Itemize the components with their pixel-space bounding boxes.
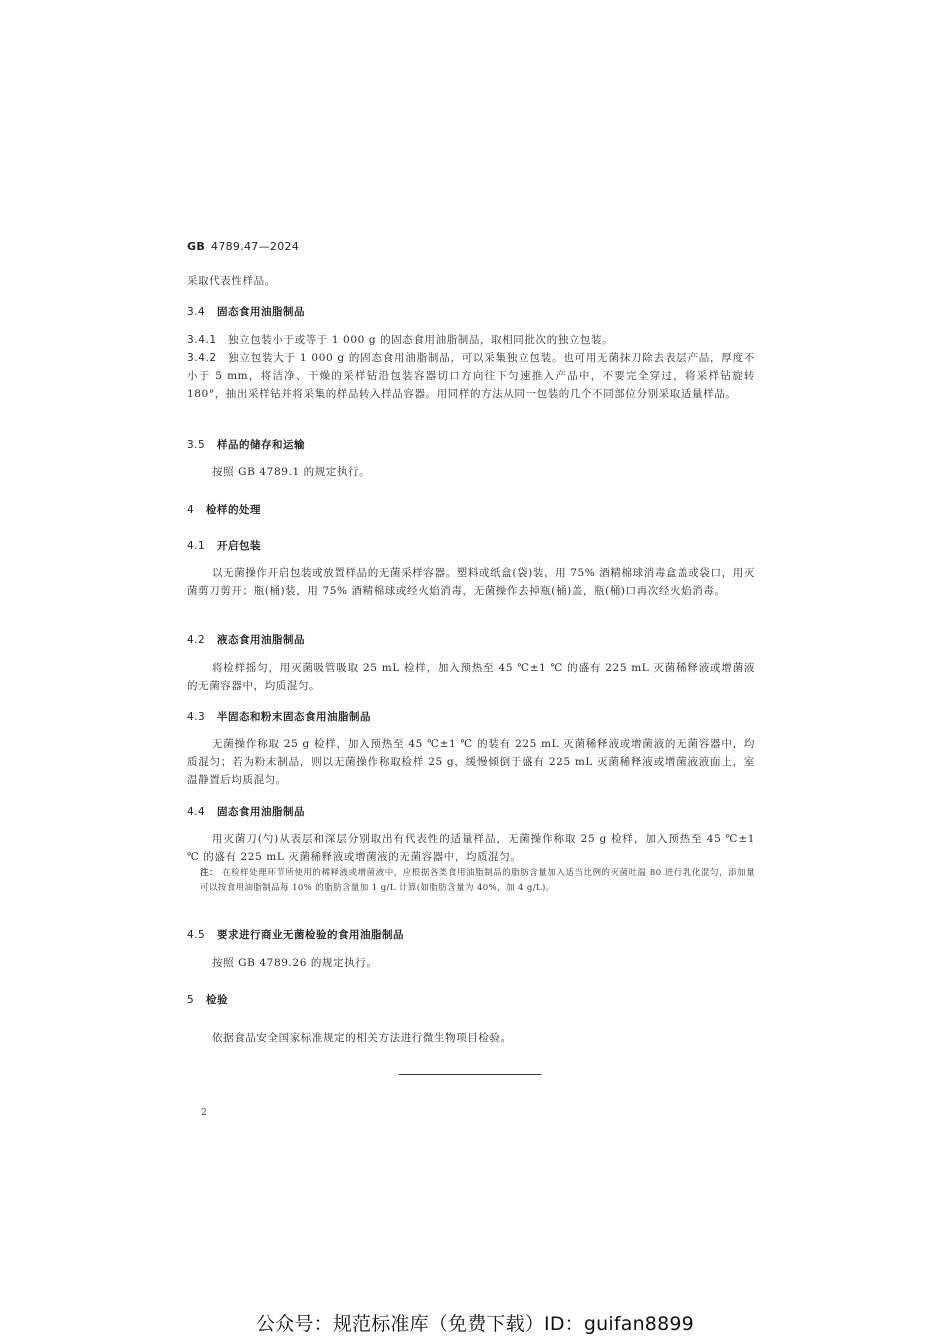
note-label: 注： — [200, 868, 219, 878]
section-title: 检样的处理 — [206, 504, 261, 516]
clause-3-4-1 — [187, 331, 755, 349]
section-4-3-heading — [187, 709, 371, 724]
section-number: 4 — [187, 504, 195, 516]
section-4-5-heading — [187, 927, 404, 942]
section-number: 4.3 — [187, 711, 206, 723]
section-4-4-text: 用灭菌刀(勺)从表层和深层分别取出有代表性的适量样品，无菌操作称取 25 g 检样，加入预热至 45 ℃±1 ℃ 的盛有 225 mL 灭菌稀释液或增菌液的无菌容器中，均质混匀。 — [187, 833, 755, 863]
section-3-4-heading — [187, 304, 305, 319]
section-number: 4.5 — [187, 929, 206, 941]
page-number: 2 — [201, 1108, 207, 1118]
clause-text: 独立包装小于或等于 1 000 g 的固态食用油脂制品，取相同批次的独立包装。 — [228, 334, 614, 346]
end-rule — [399, 1074, 541, 1075]
section-4-4-heading — [187, 804, 305, 819]
section-number: 3.4 — [187, 306, 206, 318]
section-4-2-text: 将检样摇匀，用灭菌吸管吸取 25 mL 检样，加入预热至 45 ℃±1 ℃ 的盛有 225 mL 灭菌稀释液或增菌液的无菌容器中，均质混匀。 — [187, 662, 755, 692]
section-5-text: 依据食品安全国家标准规定的相关方法进行微生物项目检验。 — [212, 1032, 512, 1044]
standard-code — [187, 240, 299, 253]
section-title: 检验 — [206, 994, 228, 1006]
section-title: 半固态和粉末固态食用油脂制品 — [217, 711, 371, 723]
section-4-heading — [187, 502, 261, 517]
section-4-3-text: 无菌操作称取 25 g 检样，加入预热至 45 ℃±1 ℃ 的装有 225 mL 灭菌稀释液或增菌液的无菌容器中，均质混匀；若为粉末制品，则以无菌操作称取检样 25 g，缓慢倾倒于盛有 225 mL 灭菌稀释液或增菌液液面上，室温静置后均质混匀。 — [187, 738, 755, 786]
standard-prefix: GB — [187, 240, 206, 253]
intro-paragraph: 采取代表性样品。 — [187, 275, 276, 287]
footer-watermark-text: 公众号：规范标准库（免费下载）ID：guifan8899 — [256, 1313, 694, 1335]
section-4-2-heading — [187, 632, 305, 647]
note-paragraph — [200, 866, 755, 896]
clause-number: 3.4.2 — [187, 352, 217, 364]
section-4-1-text: 以无菌操作开启包装或放置样品的无菌采样容器。塑料或纸盒(袋)装，用 75% 酒精棉球消毒盒盖或袋口，用灭菌剪刀剪开；瓶(桶)装，用 75% 酒精棉球或经火焰消毒，无菌操作去掉瓶(桶)盖，瓶(桶)口再次经火焰消毒。 — [187, 567, 755, 597]
section-title: 固态食用油脂制品 — [217, 306, 305, 318]
section-number: 4.1 — [187, 540, 206, 552]
section-title: 要求进行商业无菌检验的食用油脂制品 — [217, 929, 404, 941]
standard-number: 4789.47—2024 — [211, 240, 300, 253]
section-4-1-heading — [187, 538, 261, 553]
section-3-5-text: 按照 GB 4789.1 的规定执行。 — [212, 466, 371, 478]
section-4-5-text: 按照 GB 4789.26 的规定执行。 — [212, 957, 378, 969]
clause-text: 独立包装大于 1 000 g 的固态食用油脂制品，可以采集独立包装。也可用无菌抹刀除去表层产品，厚度不小于 5 mm，将洁净、干燥的采样钻沿包装容器切口方向往下匀速推入产品中，不要完全穿过，将采样钻旋转 180°，抽出采样钻并将采集的样品转入样品容器。用同样的方法从同一包装的几个不同部位分别采取适量样品。 — [187, 352, 755, 400]
section-number: 5 — [187, 994, 195, 1006]
section-number: 4.2 — [187, 634, 206, 646]
section-3-5-heading — [187, 437, 305, 452]
section-title: 开启包装 — [217, 540, 261, 552]
clause-number: 3.4.1 — [187, 334, 217, 346]
section-5-heading — [187, 992, 228, 1007]
section-title: 样品的储存和运输 — [217, 439, 305, 451]
clause-3-4-2 — [187, 349, 755, 403]
section-title: 液态食用油脂制品 — [217, 634, 305, 646]
section-title: 固态食用油脂制品 — [217, 806, 305, 818]
section-number: 3.5 — [187, 439, 206, 451]
note-text: 在检样处理环节所使用的稀释液或增菌液中，应根据各类食用油脂制品的脂肪含量加入适当比例的灭菌吐温 80 进行乳化混匀，添加量可以按食用油脂制品每 10% 的脂肪含量加 1 g/L 计算(如脂肪含量为 40%，加 4 g/L)。 — [200, 868, 755, 893]
section-number: 4.4 — [187, 806, 206, 818]
